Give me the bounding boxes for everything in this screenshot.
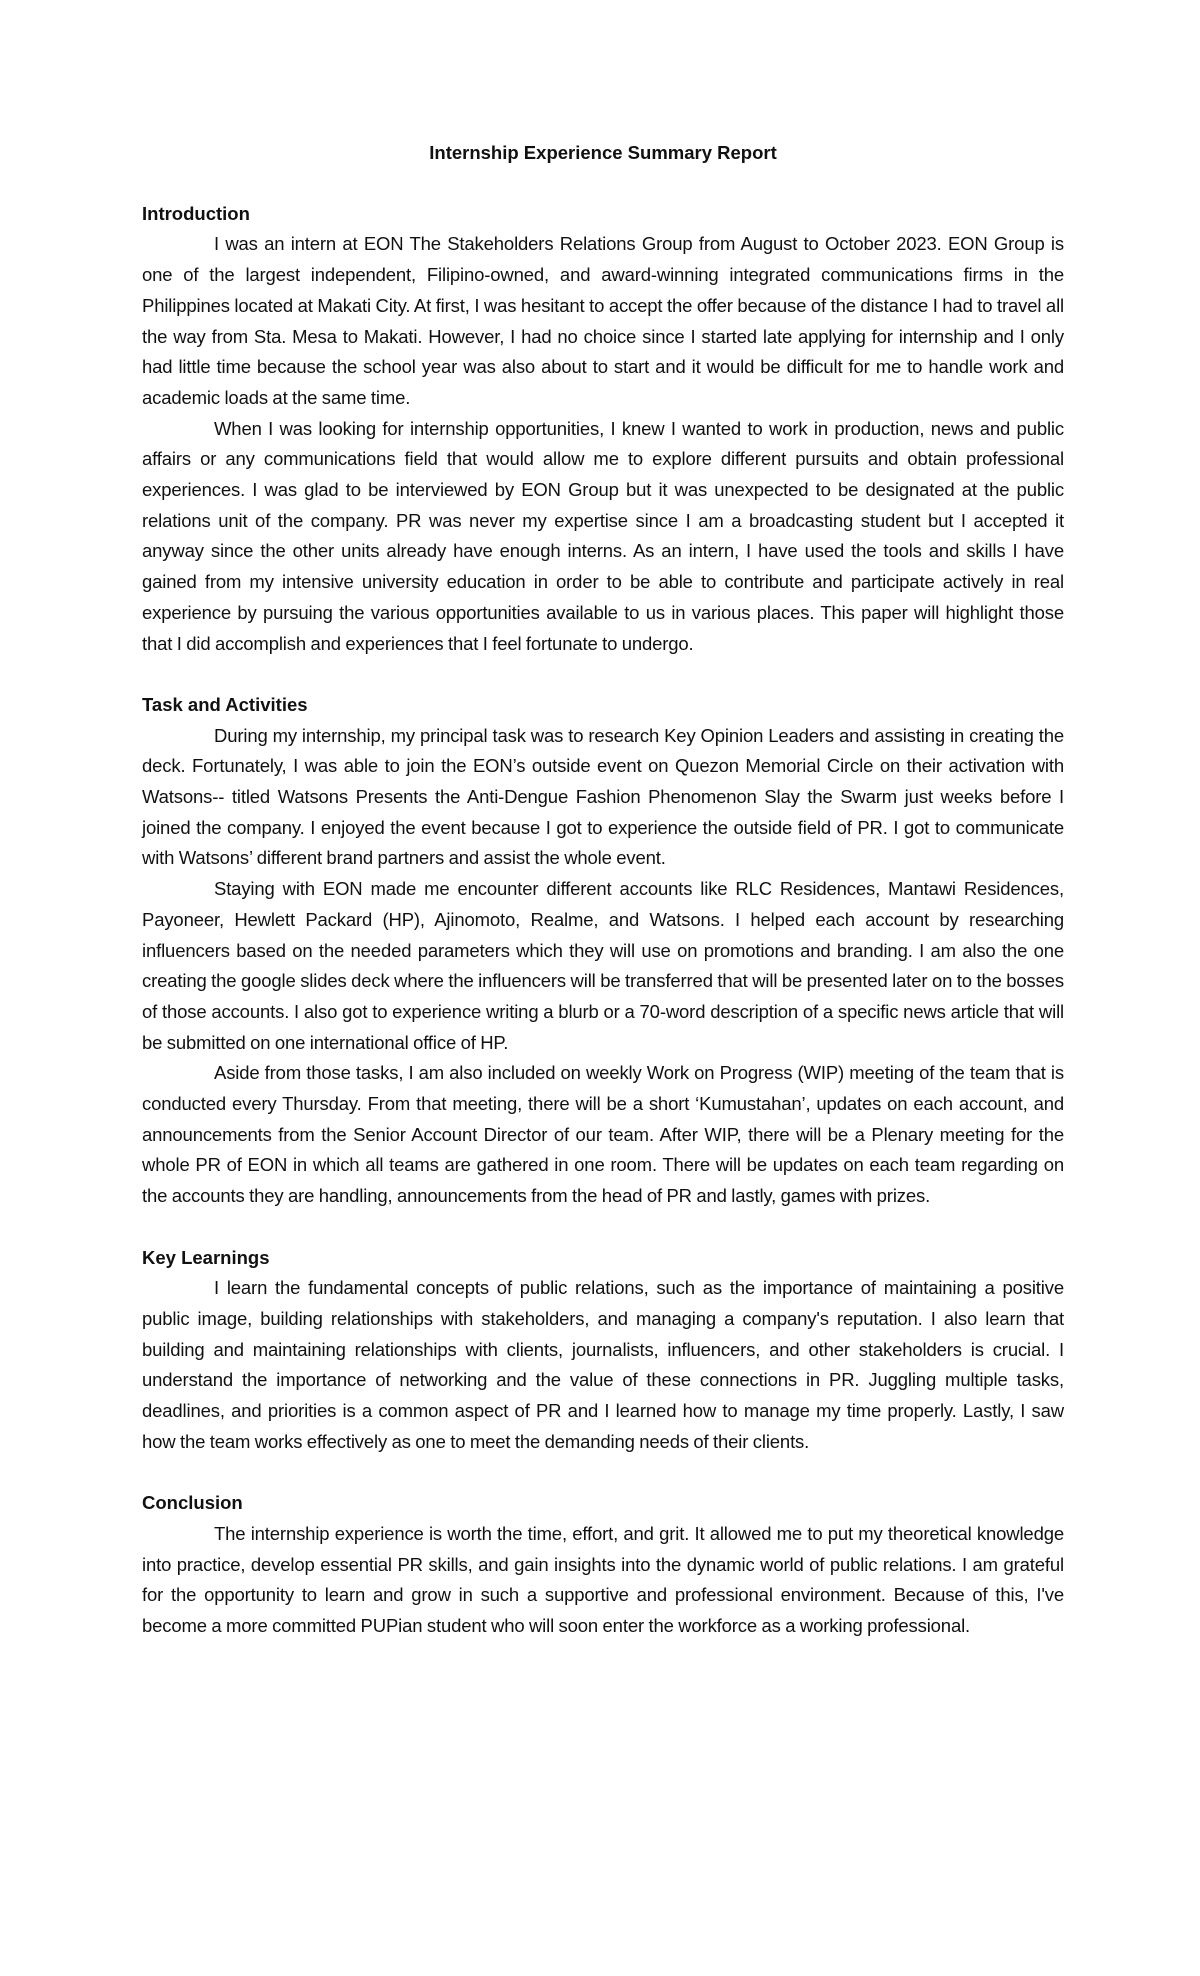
section-heading: Task and Activities (142, 693, 308, 715)
document-body (142, 138, 1064, 1642)
paragraph: The internship experience is worth the time, effort, and grit. It allowed me to put my theoretical knowledge into practice, develop essential PR skills, and gain insights into the dynamic world of public relations. I am grateful for the opportunity to learn and grow in such a supportive and professional environment. Because of this, I've become a more committed PUPian student who will soon enter the workforce as a working professional. (142, 1522, 1064, 1636)
document-title: Internship Experience Summary Report (429, 142, 777, 163)
section-task-and-activities (142, 690, 1064, 1212)
section-introduction (142, 199, 1064, 660)
section-heading: Conclusion (142, 1492, 243, 1514)
paragraph: Aside from those tasks, I am also included on weekly Work on Progress (WIP) meeting of the team that is conducted every Thursday. From that meeting, there will be a short ‘Kumustahan’, updates on each account, and announcements from the Senior Account Director of our team. After WIP, there will be a Plenary meeting for the whole PR of EON in which all teams are gathered in one room. There will be updates on each team regarding on the accounts they are handling, announcements from the head of PR and lastly, games with prizes. (142, 1062, 1064, 1207)
section-heading: Introduction (142, 202, 250, 224)
section-key-learnings (142, 1243, 1064, 1458)
paragraph: I was an intern at EON The Stakeholders Relations Group from August to October 2023. EON Group is one of the largest independent, Filipino-owned, and award-winning integrated communications firms in the Philippines located at Makati City. At first, I was hesitant to accept the offer because of the distance I had to travel all the way from Sta. Mesa to Makati. However, I had no choice since I started late applying for internship and I only had little time because the school year was also about to start and it would be difficult for me to handle work and academic loads at the same time. (142, 233, 1064, 408)
paragraph: When I was looking for internship opportunities, I knew I wanted to work in production, news and public affairs or any communications field that would allow me to explore different pursuits and obtain professional experiences. I was glad to be interviewed by EON Group but it was unexpected to be designated at the public relations unit of the company. PR was never my expertise since I am a broadcasting student but I accepted it anyway since the other units already have enough interns. As an intern, I have used the tools and skills I have gained from my intensive university education in order to be able to contribute and participate actively in real experience by pursuing the various opportunities available to us in various places. This paper will highlight those that I did accomplish and experiences that I feel fortunate to undergo. (142, 417, 1064, 654)
section-heading: Key Learnings (142, 1246, 270, 1268)
paragraph: I learn the fundamental concepts of public relations, such as the importance of maintaining a positive public image, building relationships with stakeholders, and managing a company's reputation. I also learn that building and maintaining relationships with clients, journalists, influencers, and other stakeholders is crucial. I understand the importance of networking and the value of these connections in PR. Juggling multiple tasks, deadlines, and priorities is a common aspect of PR and I learned how to manage my time properly. Lastly, I saw how the team works effectively as one to meet the demanding needs of their clients. (142, 1277, 1064, 1452)
paragraph: During my internship, my principal task was to research Key Opinion Leaders and assisting in creating the deck. Fortunately, I was able to join the EON’s outside event on Quezon Memorial Circle on their activation with Watsons-- titled Watsons Presents the Anti-Dengue Fashion Phenomenon Slay the Swarm just weeks before I joined the company. I enjoyed the event because I got to experience the outside field of PR. I got to communicate with Watsons’ different brand partners and assist the whole event. (142, 724, 1064, 869)
section-conclusion (142, 1488, 1064, 1642)
paragraph: Staying with EON made me encounter different accounts like RLC Residences, Mantawi Residences, Payoneer, Hewlett Packard (HP), Ajinomoto, Realme, and Watsons. I helped each account by researching influencers based on the needed parameters which they will use on promotions and branding. I am also the one creating the google slides deck where the influencers will be transferred that will be presented later on to the bosses of those accounts. I also got to experience writing a blurb or a 70-word description of a specific news article that will be submitted on one international office of HP. (142, 878, 1064, 1053)
